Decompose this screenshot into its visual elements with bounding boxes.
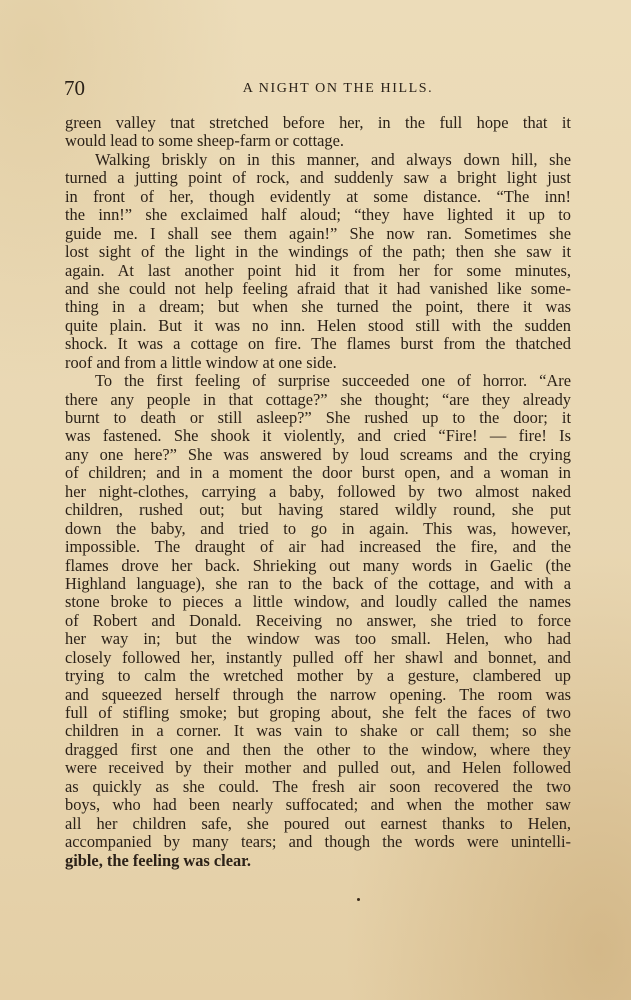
text-line: children in a corner. It was vain to shake or call them; so she (65, 721, 571, 741)
body-text (65, 114, 571, 870)
text-line: of Robert and Donald. Receiving no answer, she tried to force (65, 610, 571, 630)
text-line: To the first feeling of surprise succeeded one of horror. “Are (95, 371, 571, 391)
text-line: roof and from a little window at one side. (65, 352, 337, 372)
text-line: closely followed her, instantly pulled off her shawl and bonnet, and (65, 647, 571, 667)
text-line: shock. It was a cottage on fire. The flames burst from the thatched (65, 334, 571, 354)
text-line: Highland language), she ran to the back of the cottage, and with a (65, 573, 571, 593)
text-line: dragged first one and then the other to the window, where they (65, 739, 571, 759)
text-line: flames drove her back. Shrieking out many words in Gaelic (the (65, 555, 571, 575)
ink-speck (357, 898, 360, 901)
text-line: was fastened. She shook it violently, and cried “Fire! — fire! Is (65, 426, 571, 446)
text-line: guide me. I shall see them again!” She now ran. Sometimes she (65, 223, 571, 243)
text-line: impossible. The draught of air had increased the fire, and the (65, 537, 571, 557)
text-line: turned a jutting point of rock, and suddenly saw a bright light just (65, 168, 571, 188)
text-line: in front of her, though evidently at some distance. “The inn! (65, 186, 571, 206)
text-line: would lead to some sheep-farm or cottage. (65, 131, 345, 151)
text-line: any one here?” She was answered by loud screams and the crying (65, 444, 571, 464)
text-line: gible, the feeling was clear. (65, 850, 252, 870)
text-line: again. At last another point hid it from her for some minutes, (65, 260, 571, 280)
text-line: burnt to death or still asleep?” She rushed up to the door; it (65, 408, 571, 427)
text-line: as quickly as she could. The fresh air soon recovered the two (65, 776, 571, 796)
text-line: all her children safe, she poured out earnest thanks to Helen, (65, 813, 571, 833)
page-number: 70 (64, 76, 85, 100)
running-title: A NIGHT ON THE HILLS. (242, 81, 434, 96)
page-header (64, 76, 572, 100)
text-line: lost sight of the light in the windings of the path; then she saw it (65, 242, 571, 262)
text-line: and she could not help feeling afraid that it had vanished like some- (65, 278, 571, 298)
text-line: thing in a dream; but when she turned the point, there it was (65, 297, 571, 317)
text-line: quite plain. But it was no inn. Helen stood still with the sudden (65, 315, 571, 335)
text-line: Walking briskly on in this manner, and always down hill, she (95, 149, 571, 169)
text-line: green valley tnat stretched before her, in the full hope that it (65, 113, 571, 132)
text-line: her way in; but the window was too small. Helen, who had (65, 629, 571, 649)
text-line: stone broke to pieces a little window, and loudly called the names (65, 592, 571, 612)
text-line: were received by their mother and pulled out, and Helen followed (65, 758, 571, 778)
text-line: down the baby, and tried to go in again. This was, however, (65, 518, 571, 538)
text-line: there any people in that cottage?” she thought; “are they already (65, 389, 571, 409)
text-line: full of stifling smoke; but groping about, she felt the faces of two (65, 703, 571, 722)
text-line: boys, who had been nearly suffocated; and when the mother saw (65, 795, 571, 815)
text-line: the inn!” she exclaimed half aloud; “they have lighted it up to (65, 205, 571, 225)
text-line: and squeezed herself through the narrow opening. The room was (65, 684, 571, 704)
text-line: accompanied by many tears; and though the words were unintelli- (65, 832, 571, 852)
text-line: trying to calm the wretched mother by a gesture, clambered up (65, 666, 571, 686)
text-line: children, rushed out; but having stared wildly round, she put (65, 500, 571, 520)
text-line: her night-clothes, carrying a baby, followed by two almost naked (65, 481, 571, 501)
text-line: of children; and in a moment the door burst open, and a woman in (65, 463, 571, 483)
